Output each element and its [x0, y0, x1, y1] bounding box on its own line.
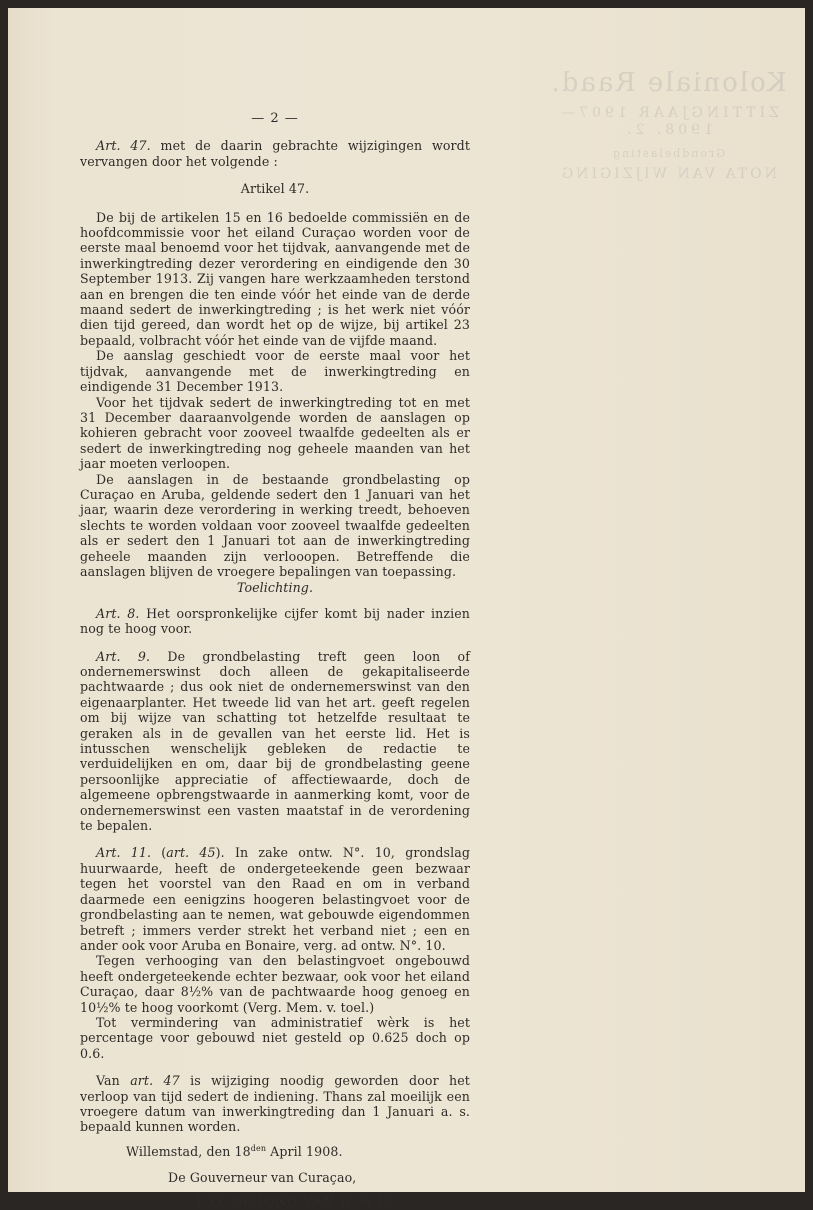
page-number: — 2 —: [251, 111, 299, 126]
article-paragraph-2: De aanslag geschiedt voor de eerste maal voor het tijdvak, aanvangende met de inwerkingtreding en eindigende 31 December 1913.: [80, 348, 470, 395]
date-prefix: Willemstad, den 18: [126, 1143, 251, 1159]
art-ref: Art. 9.: [96, 648, 151, 664]
document-page: [8, 8, 805, 1210]
explanation-art-11: [80, 845, 470, 953]
art-ref: Art. 47.: [96, 138, 151, 154]
date-line: [80, 1144, 470, 1159]
note-text: is wijziging noodig geworden door het verloop van tijd sedert de indiening. Thans zal moeilijk een vroegere datum van inwerkingtreding dan 1 Januari a. s. bepaald kunnen worden.: [80, 1073, 470, 1135]
explanation-art-8: [80, 606, 470, 637]
section-intro: [80, 138, 470, 169]
art-ref-secondary: art. 45: [166, 845, 216, 861]
bleed-line-4: NOTA VAN WIJZIGING: [559, 165, 777, 182]
explanation-text: ). In zake ontw. N°. 10, grondslag huurwaarde, heeft de ondergeteekende geen bezwaar tegen het voorstel van den Raad en om in verband daarmede een eenigzins hoogeren belastingvoet voor de grondbelasting aan te nemen, wat gebouwde eigendommen betreft ; immers verder strekt het verband niet ; een en ander ook voor Aruba en Bonaire, verg. ad ontw. N°. 10.: [80, 845, 470, 953]
governor-role: De Gouverneur van Curaçao,: [168, 1170, 357, 1186]
date-superscript: den: [250, 1143, 267, 1153]
explanation-heading: Toelichting.: [236, 580, 314, 596]
explanation-text: De grondbelasting treft geen loon of ondernemerswinst doch alleen de gekapitaliseerde pachtwaarde ; dus ook niet de ondernemerswinst van den eigenaarplanter. Het tweede lid van het art. geeft regelen om bij wijze van schatting tot hetzelfde resultaat te geraken als in de gevallen van het eerste lid. Het is intusschen wenschelijk gebleken de redactie te verduidelijken en om, daar bij de grondbelasting geene persoonlijke appreciatie of affectiewaarde, doch de algemeene opbrengstwaarde in aanmerking komt, voor de ondernemerswinst een vasten maatstaf in de verordening te bepalen.: [80, 648, 470, 834]
page-content: [80, 111, 470, 1210]
note-lead: Van: [96, 1073, 131, 1089]
explanation-text: Het oorspronkelijke cijfer komt bij nader inzien nog te hoog voor.: [80, 605, 470, 637]
article-paragraph-4: De aanslagen in de bestaande grondbelasting op Curaçao en Aruba, geldende sedert den 1 Januari van het jaar, waarin deze verordering in werking treedt, behoeven slechts te worden voldaan voor zooveel twaalfde gedeelten als er sedert den 1 Januari tot aan de inwerkingtreding geheele maanden zijn verlooopen. Betreffende die aanslagen blijven de vroegere bepalingen van toepassing.: [80, 471, 470, 579]
paren-open: (: [151, 845, 167, 861]
signature: J. O. DE JONG VAN B. & D.: [196, 1194, 394, 1210]
art-47-note: [80, 1073, 470, 1135]
date-suffix: April 1908.: [266, 1143, 343, 1159]
article-paragraph-1: De bij de artikelen 15 en 16 bedoelde commissiën en de hoofdcommissie voor het eiland Curaçao worden voor de eerste maal benoemd voor het tijdvak, aanvangende met de inwerkingtreding dezer verordering en eindigende den 30 September 1913. Zij vangen hare werkzaamheden terstond aan en brengen die ten einde vóór het einde van de derde maand sedert de inwerkingtreding ; is het werk niet vóór dien tijd gereed, dan wordt het op de wijze, bij artikel 23 bepaald, volbracht vóór het einde van de vijfde maand.: [80, 209, 470, 348]
bleed-line-3: Grondbelasting: [610, 146, 726, 160]
art-11-paragraph-3: Tot vermindering van administratief wèrk is het percentage voor gebouwd niet gesteld op 0.625 doch op 0.6.: [80, 1014, 470, 1061]
art-ref: art. 47: [130, 1073, 180, 1089]
art-ref: Art. 8.: [96, 605, 140, 621]
bleed-line-1: Koloniale Raad.: [549, 68, 787, 98]
art-ref: Art. 11.: [96, 845, 152, 861]
article-paragraph-3: Voor het tijdvak sedert de inwerkingtreding tot en met 31 December daaraanvolgende worden de aanslagen op kohieren gebracht voor zooveel twaalfde gedeelten als er sedert de inwerkingtreding nog geheele maanden van het jaar moeten verloopen.: [80, 394, 470, 472]
bleed-through-text: [528, 68, 808, 228]
art-11-paragraph-2: Tegen verhooging van den belastingvoet ongebouwd heeft ondergeteekende echter bezwaar, ook voor het eiland Curaçao, daar 8½% van de pachtwaarde hoog genoeg en 10½% te hoog voorkomt (Verg. Mem. v. toel.): [80, 953, 470, 1015]
intro-text: met de daarin gebrachte wijzigingen wordt vervangen door het volgende :: [80, 138, 470, 169]
bleed-line-2: ZITTINGJAAR 1907—1908. 2.: [557, 105, 779, 138]
explanation-art-9: [80, 649, 470, 834]
article-heading: Artikel 47.: [240, 181, 310, 197]
